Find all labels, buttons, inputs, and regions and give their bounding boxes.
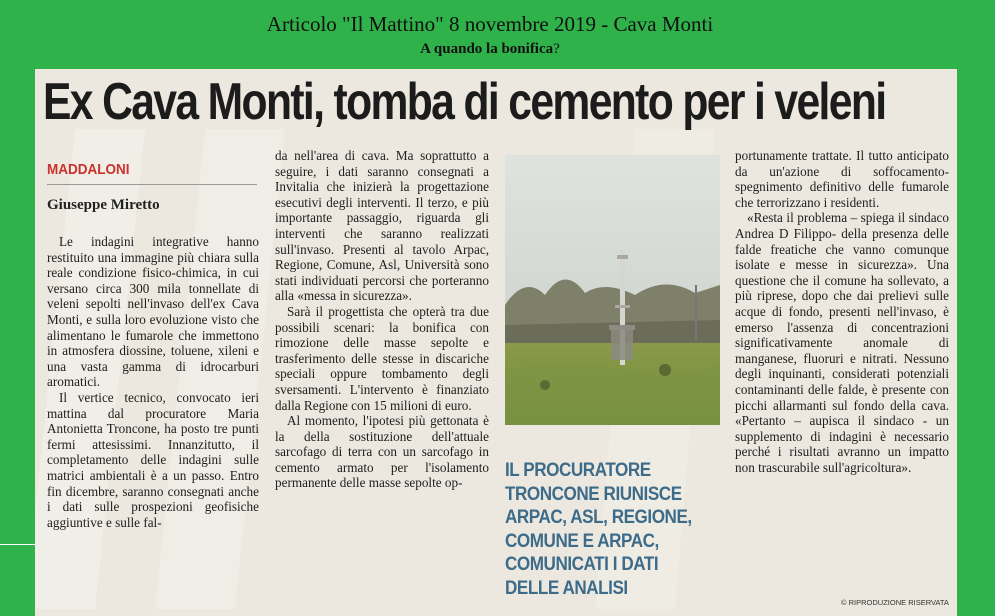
paragraph: portunamente trattate. Il tutto anticipato da un'azione di soffocamento-spegnimento definitivo delle fumarole che terrorizzano i residenti. xyxy=(735,148,949,210)
section-divider xyxy=(47,184,257,185)
page-subtitle xyxy=(0,41,980,58)
article-photo xyxy=(505,155,720,425)
quarry-site-photo xyxy=(505,155,720,425)
paragraph: Le indagini integrative hanno restituito una immagine più chiara sulla reale condizione fisico-chimica, in cui versano circa 300 mila tonnellate di veleni sepolti nell'invaso dell'ex Cava Monti, e sulla loro evoluzione visto che alimentano le fumarole che immettono in atmosfera diossine, toluene, xileni e una vasta gamma di idrocarburi aromatici. xyxy=(47,234,259,390)
paragraph: Al momento, l'ipotesi più gettonata è la della sostituzione dell'attuale sarcofago di terra con un sarcofago in cemento armato per l'isolamento permanente delle masse sepolte op- xyxy=(275,413,489,491)
article-column-1 xyxy=(47,234,259,530)
subtitle-question-mark: ? xyxy=(553,41,560,57)
paragraph: Sarà il progettista che opterà tra due possibili scenari: la bonifica con rimozione delle masse sepolte e trasferimento delle stesse in discariche speciali oppure tombamento degli sversamenti. L'intervento è finanziato dalla Regione con 15 milioni di euro. xyxy=(275,303,489,413)
subtitle-text: A quando la bonifica xyxy=(420,41,554,57)
paragraph: Il vertice tecnico, convocato ieri mattina dal procuratore Maria Antonietta Troncone, ha posto tre punti fermi attesissimi. Innanzitutto, il completamento delle indagini sulle matrici ambientali è a un passo. Entro fin dicembre, saranno consegnati anche i dati sulle prospezioni geofisiche aggiuntive e sulle fal- xyxy=(47,389,259,530)
section-label: MADDALONI xyxy=(47,161,130,178)
newspaper-clipping xyxy=(35,69,957,616)
paragraph: da nell'area di cava. Ma soprattutto a seguire, i dati saranno consegnati a Invitalia che inizierà la progettazione esecutivi degli interventi. Il terzo, e più importante passaggio, riguarda gli interventi che saranno realizzati sull'invaso. Presenti al tavolo Arpac, Regione, Comune, Asl, Università sono stati individuati percorsi che porteranno alla «messa in sicurezza». xyxy=(275,148,489,304)
page-title: Articolo "Il Mattino" 8 novembre 2019 - Cava Monti xyxy=(266,12,714,36)
article-column-4 xyxy=(735,148,949,475)
photo-caption-callout: IL PROCURATORE TRONCONE RIUNISCE ARPAC, ASL, REGIONE, COMUNE E ARPAC, COMUNICATI I DATI DELLE ANALISI xyxy=(505,460,692,599)
article-column-2 xyxy=(275,148,489,491)
paragraph: «Resta il problema – spiega il sindaco Andrea D Filippo- della presenza delle falde freatiche che vanno comunque isolate e messe in sicurezza». Una questione che il comune ha sollevato, a più riprese, dopo che dai prelievi sulle acque di fondo, presenti nell'invaso, è emerso l'assenza di concentrazioni significativamente anomale di manganese, fluoruri e nitrati. Nessuno degli inquinanti, considerati potenziali contaminanti delle falde, è presente con picchi allarmanti sul fondo della cava. «Pertanto – aupisca il sindaco - un supplemento di indagini è necessario perché i risultati avranno un impatto non trascurabile sull'agricoltura». xyxy=(735,210,949,475)
article-author: Giuseppe Miretto xyxy=(47,197,160,213)
article-headline: Ex Cava Monti, tomba di cemento per i veleni xyxy=(43,73,886,131)
copyright-notice: © RIPRODUZIONE RISERVATA xyxy=(841,598,949,607)
edge-marker-line xyxy=(0,544,35,545)
